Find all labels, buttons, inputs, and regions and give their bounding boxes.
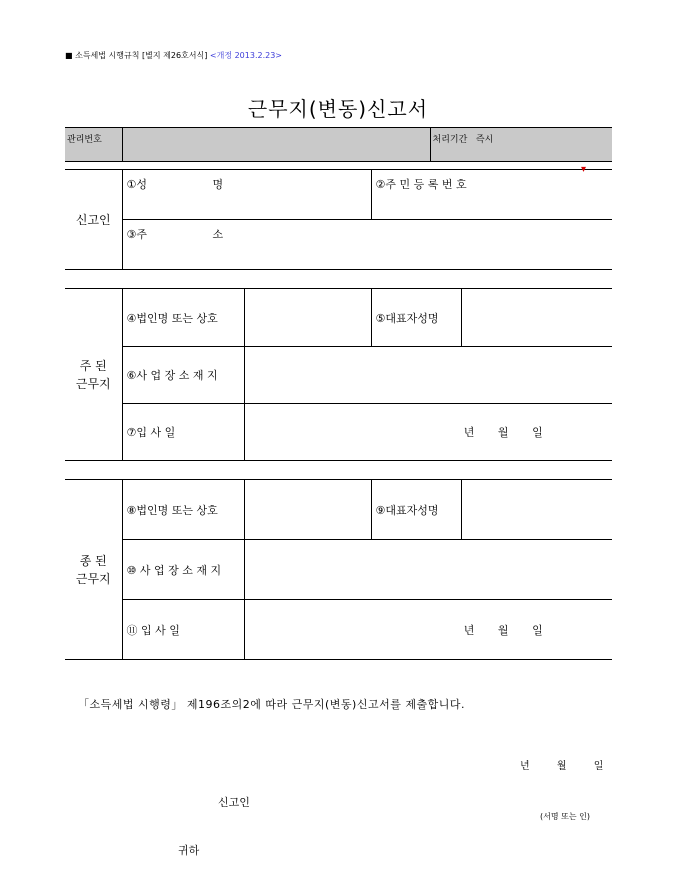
main-day: 일 [532,426,543,439]
name-label: ①성 [126,178,147,191]
signature-day: 일 [593,761,604,772]
page-title: 근무지(변동)신고서 [247,97,429,121]
declarant-section-label: 신고인 [65,170,122,270]
signature-month: 월 [556,761,567,772]
main-workplace-label [65,289,122,461]
main-rep-name-input[interactable] [461,289,612,347]
sub-workplace-label [65,480,122,660]
main-corp-name-input[interactable] [244,289,371,347]
processing-period-label: 처리기간 [432,135,468,145]
main-month: 월 [497,426,509,439]
sub-corp-name-label: ⑧법인명 또는 상호 [122,480,244,540]
sub-day: 일 [532,623,543,637]
sub-year: 년 [463,623,475,637]
processing-period-value: 즉시 [475,135,494,145]
name-field[interactable] [122,170,371,220]
main-year: 년 [463,426,475,439]
management-table [65,127,612,162]
management-number-label: 관리번호 [65,128,122,162]
submission-statement: 「소득세법 시행령」 제196조의2에 따라 근무지(변동)신고서를 제출합니다. [78,698,465,711]
sub-month: 월 [497,623,509,637]
form-reference: ■ 소득세법 시행규칙 [별지 제26호서식] [65,51,208,60]
rrn-field[interactable] [371,164,612,220]
signature-date[interactable] [520,757,627,772]
declarant-table [65,164,612,270]
sub-hire-date-label: ⑪ 입 사 일 [122,600,244,660]
declarant-signature-label: 신고인 [218,796,250,809]
processing-period [430,128,612,162]
main-location-input[interactable] [244,347,612,404]
sign-or-seal-note: (서명 또는 인) [540,812,590,821]
address-field[interactable] [122,220,612,270]
main-workplace-label-1: 주 된 [79,358,107,373]
main-location-label: ⑥사 업 장 소 재 지 [122,347,244,404]
address-label-2: 소 [212,228,224,241]
sub-workplace-label-2: 근무지 [75,571,111,586]
address-label: ③주 [126,228,147,241]
sub-location-label: ⑩ 사 업 장 소 재 지 [122,540,244,600]
name-label-2: 명 [212,178,224,191]
sub-workplace-label-1: 종 된 [79,553,107,568]
signature-year: 년 [520,761,530,772]
addressee: 귀하 [178,844,200,857]
sub-location-input[interactable] [244,540,612,600]
main-corp-name-label: ④법인명 또는 상호 [122,289,244,347]
sub-rep-name-label: ⑨대표자성명 [371,480,461,540]
management-number-field[interactable] [122,128,430,162]
main-rep-name-label: ⑤대표자성명 [371,289,461,347]
main-workplace-label-2: 근무지 [75,376,111,391]
revision-note: <개정 2013.2.23> [209,51,283,60]
red-mark-icon: ▾ [580,164,586,175]
sub-rep-name-input[interactable] [461,480,612,540]
main-hire-date-label: ⑦입 사 일 [122,404,244,461]
sub-hire-date-input[interactable] [244,600,612,660]
sub-corp-name-input[interactable] [244,480,371,540]
sub-workplace-table [65,479,612,660]
main-hire-date-input[interactable] [244,404,612,461]
form-header-note [65,50,282,61]
rrn-label: ②주 민 등 록 번 호 [375,178,467,191]
main-workplace-table [65,288,612,461]
